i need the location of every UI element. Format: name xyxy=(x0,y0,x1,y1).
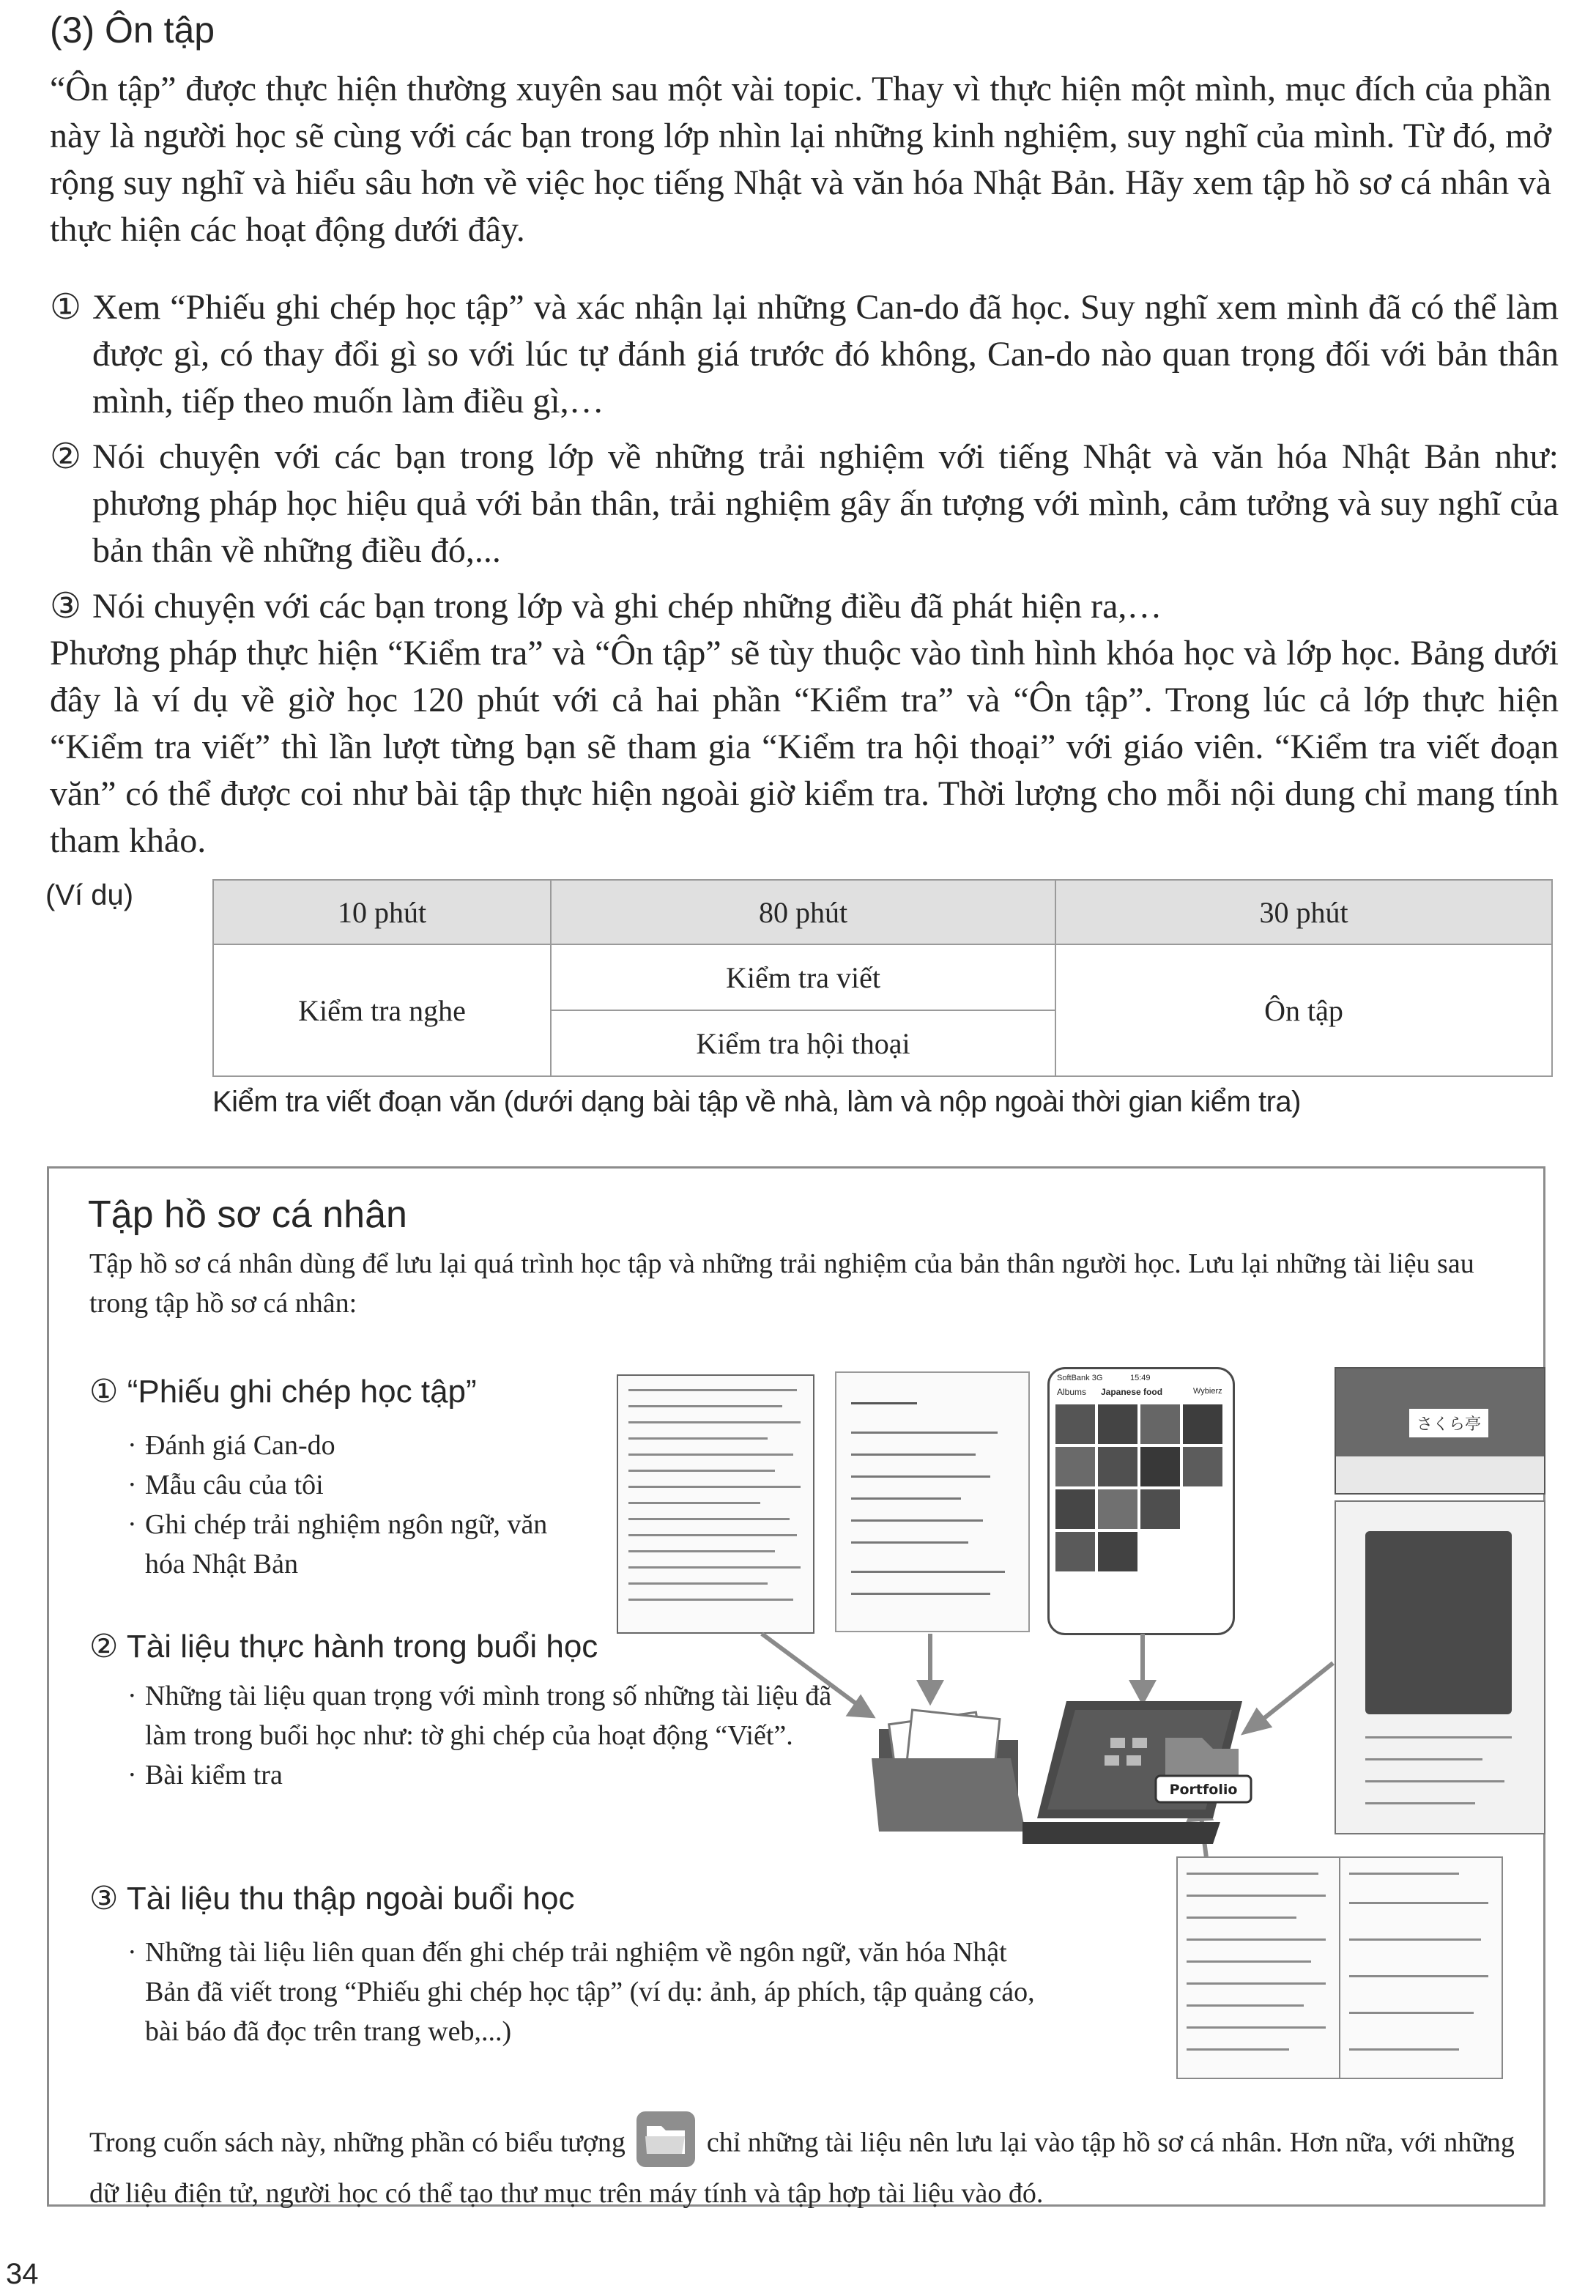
item-title: “Phiếu ghi chép học tập” xyxy=(127,1374,477,1410)
phone-album-title: Japanese food xyxy=(1101,1387,1163,1397)
conversation-test-cell: Kiểm tra hội thoại xyxy=(551,1010,1055,1076)
step-text: Xem “Phiếu ghi chép học tập” và xác nhận lại những Can-do đã học. Suy nghĩ xem mình đã có thể làm được gì, có thay đổi gì so với lúc tự đánh giá trước đó không, Can-do nào quan trọng đối với bản thân mình, tiếp theo muốn làm điều gì,… xyxy=(92,288,1559,421)
bullet-item: · Bài kiểm tra xyxy=(125,1755,850,1795)
duration-cell: 10 phút xyxy=(213,880,551,944)
portfolio-folder-icon xyxy=(636,2111,695,2167)
example-label: (Ví dụ) xyxy=(45,879,134,911)
portfolio-description: Tập hồ sơ cá nhân dùng để lưu lại quá trình học tập và những trải nghiệm của bản thân người học. Lưu lại những tài liệu sau trong tập hồ sơ cá nhân: xyxy=(89,1248,1474,1319)
item-number: ① xyxy=(89,1374,119,1410)
duration-cell: 80 phút xyxy=(551,880,1055,944)
duration-cell: 30 phút xyxy=(1055,880,1552,944)
step-text: Nói chuyện với các bạn trong lớp về những trải nghiệm với tiếng Nhật và văn hóa Nhật Bản như: phương pháp học hiệu quả với bản thân, trải nghiệm gây ấn tượng với mình, cảm tưởng và suy nghĩ của bản thân về những điều đó,... xyxy=(92,437,1559,570)
writing-test-cell: Kiểm tra viết xyxy=(551,944,1055,1010)
phone-time: 15:49 xyxy=(1130,1374,1151,1382)
step-number: ② xyxy=(50,437,82,476)
portfolio-title: Tập hồ sơ cá nhân xyxy=(88,1193,407,1236)
page-number: 34 xyxy=(6,2258,39,2290)
folder-icon xyxy=(872,1707,1033,1839)
listening-test-cell: Kiểm tra nghe xyxy=(213,944,551,1076)
portfolio-footer xyxy=(89,2117,1540,2214)
step-number: ① xyxy=(50,288,82,327)
item-title: Tài liệu thực hành trong buổi học xyxy=(126,1629,598,1664)
section-title: (3) Ôn tập xyxy=(50,10,215,51)
item-number: ② xyxy=(89,1629,119,1664)
worksheet-page-right xyxy=(1339,1856,1503,2079)
phone-select-action: Wybierz xyxy=(1193,1387,1222,1396)
method-paragraph: Phương pháp thực hiện “Kiểm tra” và “Ôn tập” sẽ tùy thuộc vào tình hình khóa học và lớp học. Bảng dưới đây là ví dụ về giờ học 120 phút với cả hai phần “Kiểm tra” và “Ôn tập”. Trong lúc cả lớp thực hiện “Kiểm tra viết” thì lần lượt từng bạn sẽ tham gia “Kiểm tra hội thoại” với giáo viên. “Kiểm tra viết đoạn văn” có thể được coi như bài tập thực hiện ngoài giờ kiểm tra. Thời lượng cho mỗi nội dung chỉ mang tính tham khảo. xyxy=(50,634,1559,860)
worksheet-page-left xyxy=(1176,1856,1340,2079)
bullet-item: · Những tài liệu quan trọng với mình trong số những tài liệu đã làm trong buổi học như: tờ ghi chép của hoạt động “Viết”. xyxy=(125,1676,850,1755)
bullet-item: · Những tài liệu liên quan đến ghi chép trải nghiệm về ngôn ngữ, văn hóa Nhật Bản đã viết trong “Phiếu ghi chép học tập” (ví dụ: ảnh, áp phích, tập quảng cáo, bài báo đã đọc trên trang web,...) xyxy=(125,1933,1055,2051)
footer-text-before: Trong cuốn sách này, những phần có biểu tượng xyxy=(89,2127,626,2158)
intro-paragraph: “Ôn tập” được thực hiện thường xuyên sau một vài topic. Thay vì thực hiện một mình, mục đích của phần này là người học sẽ cùng với các bạn trong lớp nhìn lại những kinh nghiệm, suy nghĩ của mình. Từ đó, mở rộng suy nghĩ và hiểu sâu hơn về việc học tiếng Nhật và văn hóa Nhật Bản. Hãy xem tập hồ sơ cá nhân và thực hiện các hoạt động dưới đây. xyxy=(50,70,1551,249)
laptop-icon xyxy=(1022,1694,1257,1862)
review-cell: Ôn tập xyxy=(1055,944,1552,1076)
phone-carrier: SoftBank 3G xyxy=(1057,1374,1103,1382)
step-number: ③ xyxy=(50,587,82,626)
restaurant-name: さくら亭 xyxy=(1409,1409,1488,1437)
bullet-item: · Đánh giá Can-do xyxy=(125,1426,593,1465)
portfolio-label: Portfolio xyxy=(1169,1782,1238,1798)
bullet-item: · Mẫu câu của tôi xyxy=(125,1465,593,1505)
step-text: Nói chuyện với các bạn trong lớp và ghi chép những điều đã phát hiện ra,… xyxy=(92,587,1162,626)
footer-text-after: chỉ những tài liệu nên lưu lại vào tập hồ sơ cá nhân. Hơn nữa, với những dữ liệu điện tử, người học có thể tạo thư mục trên máy tính và tập hợp tài liệu vào đó. xyxy=(89,2127,1515,2209)
item-number: ③ xyxy=(89,1881,119,1917)
phone-back-link: Albums xyxy=(1057,1387,1087,1397)
item-title: Tài liệu thu thập ngoài buổi học xyxy=(126,1881,575,1917)
bullet-item: · Ghi chép trải nghiệm ngôn ngữ, văn hóa Nhật Bản xyxy=(125,1505,593,1584)
schedule-note: Kiểm tra viết đoạn văn (dưới dạng bài tập về nhà, làm và nộp ngoài thời gian kiểm tra) xyxy=(212,1086,1301,1118)
